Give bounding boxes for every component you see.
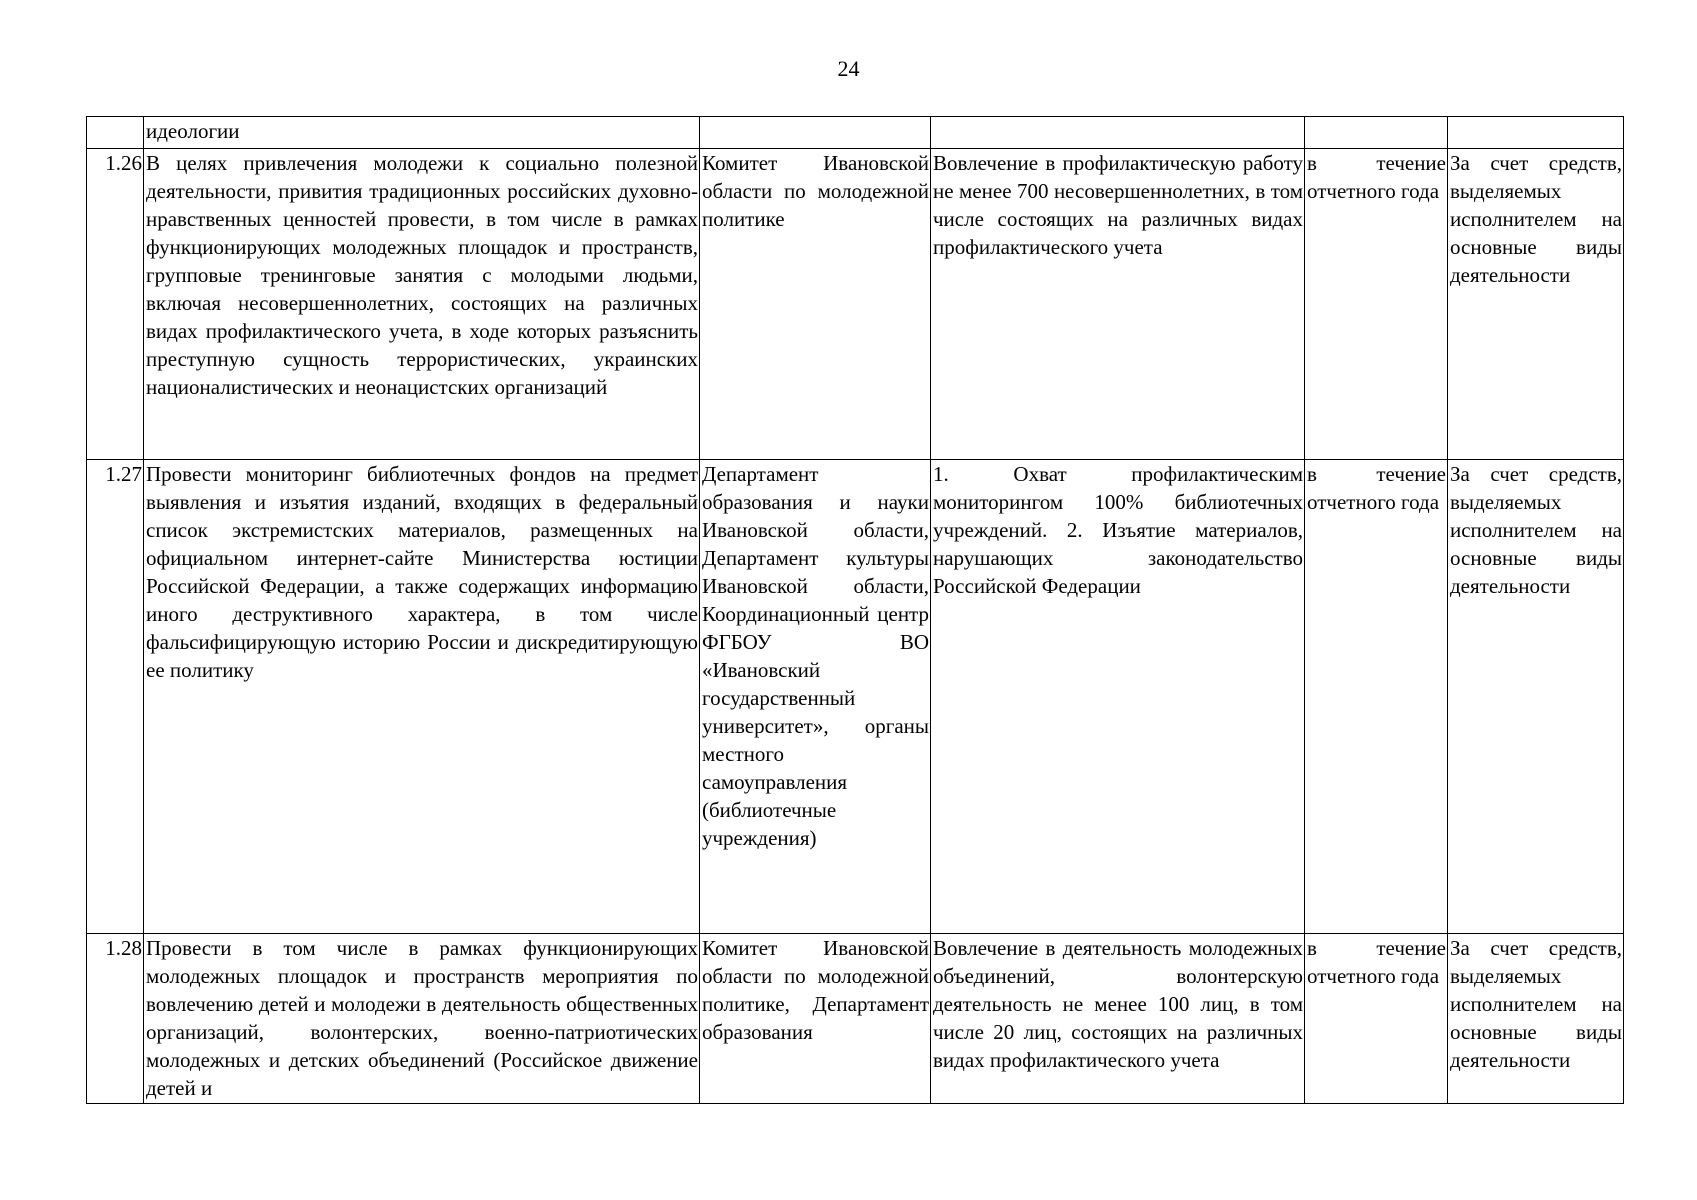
executor-cell: Комитет Ивановской области по молодежной политике bbox=[700, 149, 931, 460]
funding-cell: За счет средств, выделяемых исполнителем на основные виды деятельности bbox=[1448, 934, 1624, 1104]
row-number-cell: 1.27 bbox=[87, 460, 144, 934]
result-cell bbox=[931, 117, 1305, 149]
table-row-continuation bbox=[87, 117, 1624, 149]
funding-cell bbox=[1448, 117, 1624, 149]
executor-cell: Комитет Ивановской области по молодежной политике, Департамент образования bbox=[700, 934, 931, 1104]
result-cell: 1. Охват профилактическим мониторингом 100% библиотечных учреждений. 2. Изъятие материалов, нарушающих законодательство Российской Федерации bbox=[931, 460, 1305, 934]
page-number: 24 bbox=[837, 56, 860, 81]
row-number-cell: 1.26 bbox=[87, 149, 144, 460]
funding-cell: За счет средств, выделяемых исполнителем на основные виды деятельности bbox=[1448, 460, 1624, 934]
deadline-cell bbox=[1305, 117, 1448, 149]
action-cell: Провести в том числе в рамках функционирующих молодежных площадок и пространств мероприятия по вовлечению детей и молодежи в деятельность общественных организаций, волонтерских, военно-патриотических молодежных и детских объединений (Российское движение детей и bbox=[144, 934, 700, 1104]
funding-cell: За счет средств, выделяемых исполнителем на основные виды деятельности bbox=[1448, 149, 1624, 460]
table-row bbox=[87, 934, 1624, 1104]
result-cell: Вовлечение в профилактическую работу не менее 700 несовершеннолетних, в том числе состоящих на различных видах профилактического учета bbox=[931, 149, 1305, 460]
deadline-cell: в течение отчетного года bbox=[1305, 934, 1448, 1104]
table-row bbox=[87, 460, 1624, 934]
executor-cell bbox=[700, 117, 931, 149]
measures-table bbox=[86, 116, 1624, 1104]
row-number-cell bbox=[87, 117, 144, 149]
action-cell: Провести мониторинг библиотечных фондов на предмет выявления и изъятия изданий, входящих в федеральный список экстремистских материалов, размещенных на официальном интернет-сайте Министерства юстиции Российской Федерации, а также содержащих информацию иного деструктивного характера, в том числе фальсифицирующую историю России и дискредитирующую ее политику bbox=[144, 460, 700, 934]
deadline-cell: в течение отчетного года bbox=[1305, 149, 1448, 460]
row-number-cell: 1.28 bbox=[87, 934, 144, 1104]
action-cell: идеологии bbox=[144, 117, 700, 149]
result-cell: Вовлечение в деятельность молодежных объединений, волонтерскую деятельность не менее 100 лиц, в том числе 20 лиц, состоящих на различных видах профилактического учета bbox=[931, 934, 1305, 1104]
table-row bbox=[87, 149, 1624, 460]
action-cell: В целях привлечения молодежи к социально полезной деятельности, привития традиционных российских духовно-нравственных ценностей провести, в том числе в рамках функционирующих молодежных площадок и пространств, групповые тренинговые занятия с молодыми людьми, включая несовершеннолетних, состоящих на различных видах профилактического учета, в ходе которых разъяснить преступную сущность террористических, украинских националистических и неонацистских организаций bbox=[144, 149, 700, 460]
executor-cell: Департамент образования и науки Ивановской области, Департамент культуры Ивановской области, Координационный центр ФГБОУ ВО «Ивановский государственный университет», органы местного самоуправления (библиотечные учреждения) bbox=[700, 460, 931, 934]
deadline-cell: в течение отчетного года bbox=[1305, 460, 1448, 934]
